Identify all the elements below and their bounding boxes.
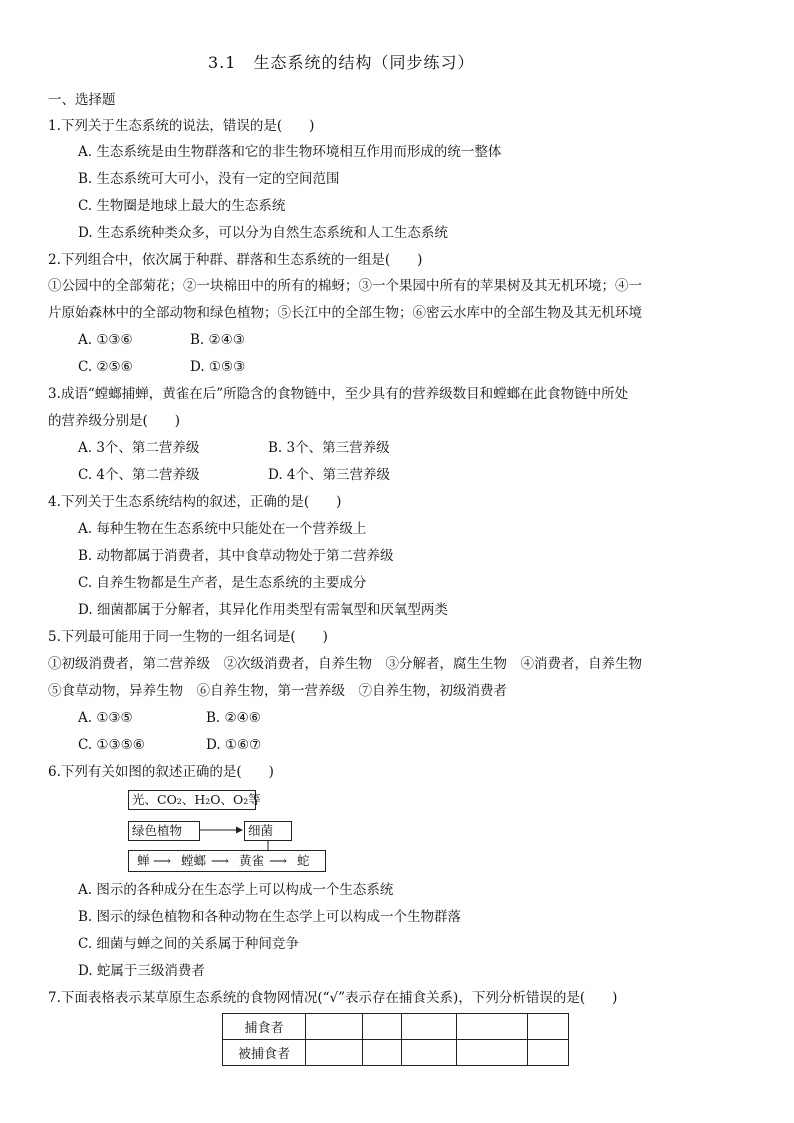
question-5-items-line-1: ①初级消费者，第二营养级 ②次级消费者，自养生物 ③分解者，腐生生物 ④消费者，自养生物 (48, 656, 642, 672)
question-1-option-a: A. 生态系统是由生物群落和它的非生物环境相互作用而形成的统一整体 (78, 144, 502, 160)
table-cell (402, 1014, 457, 1040)
table-cell (363, 1014, 402, 1040)
question-3-option-b: B. 3个、第三营养级 (268, 440, 390, 456)
chain-cicada: 蝉 (137, 853, 150, 868)
question-5-items-line-2: ⑤食草动物，异养生物 ⑥自养生物，第一营养级 ⑦自养生物，初级消费者 (48, 683, 507, 699)
chain-arrow-icon: ⟶ (269, 853, 287, 868)
question-4-stem: 4.下列关于生态系统结构的叙述，正确的是( ) (48, 494, 342, 510)
question-5-option-d: D. ①⑥⑦ (206, 737, 262, 753)
table-row (223, 1014, 569, 1040)
chain-mantis: 螳螂 (181, 853, 207, 868)
table-cell (306, 1040, 363, 1066)
question-1-option-b: B. 生态系统可大可小，没有一定的空间范围 (78, 171, 340, 187)
question-7-stem: 7.下面表格表示某草原生态系统的食物网情况(“√”表示存在捕食关系)，下列分析错误的是( ) (48, 990, 618, 1006)
question-1-stem: 1.下列关于生态系统的说法，错误的是( ) (48, 118, 315, 134)
chain-arrow-icon: ⟶ (211, 853, 229, 868)
question-6-option-a: A. 图示的各种成分在生态学上可以构成一个生态系统 (78, 882, 394, 898)
bacteria-box: 细菌 (244, 821, 292, 841)
question-2-option-a: A. ①③⑥ (78, 332, 133, 348)
table-cell (528, 1040, 569, 1066)
question-4-option-a: A. 每种生物在生态系统中只能处在一个营养级上 (78, 521, 367, 537)
question-2-option-c: C. ②⑤⑥ (78, 359, 133, 375)
question-3-option-c: C. 4个、第二营养级 (78, 467, 200, 483)
question-6-option-c: C. 细菌与蝉之间的关系属于种间竞争 (78, 936, 299, 952)
chain-arrow-icon: ⟶ (153, 853, 171, 868)
question-1-option-d: D. 生态系统种类众多，可以分为自然生态系统和人工生态系统 (78, 225, 448, 241)
question-6-option-b: B. 图示的绿色植物和各种动物在生态学上可以构成一个生物群落 (78, 909, 462, 925)
question-2-option-b: B. ②④③ (190, 332, 245, 348)
table-cell (402, 1040, 457, 1066)
question-4-option-d: D. 细菌都属于分解者，其异化作用类型有需氧型和厌氧型两类 (78, 602, 448, 618)
table-cell (363, 1040, 402, 1066)
question-6-option-d: D. 蛇属于三级消费者 (78, 963, 205, 979)
question-3-stem-line-1: 3.成语“螳螂捕蝉，黄雀在后”所隐含的食物链中，至少具有的营养级数目和螳螂在此食物链中所处 (48, 386, 629, 402)
table-cell (457, 1040, 528, 1066)
table-row (223, 1040, 569, 1066)
abiotic-factors-box: 光、CO₂、H₂O、O₂等 (128, 790, 256, 810)
food-web-table (222, 1013, 569, 1066)
question-1-option-c: C. 生物圈是地球上最大的生态系统 (78, 198, 286, 214)
question-5-option-a: A. ①③⑤ (78, 710, 133, 726)
question-2-option-d: D. ①⑤③ (190, 359, 246, 375)
question-2-items-line-2: 片原始森林中的全部动物和绿色植物；⑤长江中的全部生物；⑥密云水库中的全部生物及其无机环境 (48, 305, 642, 321)
question-2-stem: 2.下列组合中，依次属于种群、群落和生态系统的一组是( ) (48, 252, 423, 268)
food-chain-diagram (128, 790, 328, 872)
table-header-predator: 捕食者 (223, 1014, 306, 1040)
table-cell (457, 1014, 528, 1040)
question-3-option-d: D. 4个、第三营养级 (268, 467, 391, 483)
question-6-stem: 6.下列有关如图的叙述正确的是( ) (48, 764, 274, 780)
question-4-option-b: B. 动物都属于消费者，其中食草动物处于第二营养级 (78, 548, 394, 564)
food-chain-box (128, 850, 326, 872)
table-header-prey: 被捕食者 (223, 1040, 306, 1066)
table-cell (306, 1014, 363, 1040)
chain-snake: 蛇 (297, 853, 310, 868)
question-3-option-a: A. 3个、第二营养级 (78, 440, 200, 456)
question-5-option-c: C. ①③⑤⑥ (78, 737, 145, 753)
page-title: 3.1 生态系统的结构（同步练习） (208, 53, 475, 72)
chain-oriole: 黄雀 (239, 853, 265, 868)
question-4-option-c: C. 自养生物都是生产者，是生态系统的主要成分 (78, 575, 367, 591)
green-plant-box: 绿色植物 (128, 821, 200, 841)
section-heading: 一、选择题 (48, 92, 116, 108)
table-cell (528, 1014, 569, 1040)
question-5-option-b: B. ②④⑥ (206, 710, 261, 726)
question-5-stem: 5.下列最可能用于同一生物的一组名词是( ) (48, 629, 328, 645)
question-3-stem-line-2: 的营养级分别是( ) (48, 413, 181, 429)
question-2-items-line-1: ①公园中的全部菊花；②一块棉田中的所有的棉蚜；③一个果园中所有的苹果树及其无机环境；④一 (48, 278, 642, 294)
